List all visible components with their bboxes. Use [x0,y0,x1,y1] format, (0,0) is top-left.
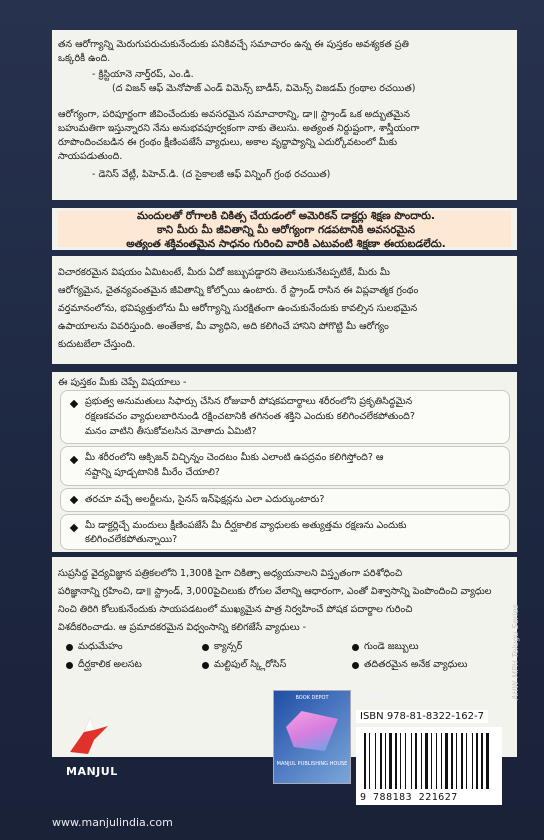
topic-line: మనం వాటిని తీసుకోవలసిన మోతాదు ఏమిటి? [85,426,257,437]
category-label: Health & Well-being [398,693,493,704]
barcode-stripe [413,733,414,789]
disease-item: గుండె జబ్బులు [364,641,419,652]
testimonial-line: రూపొందించబడిన ఈ గ్రంథం క్షీణింపజేసే వ్యాధులు, అకాల వృద్ధాప్యాన్ని ఎదుర్కోవటంలో మీకు [58,137,398,148]
research-line: విశదీకరించాడు. ఆ ప్రమాదకరమైన విధ్వంసాన్ని కలిగజేసే వ్యాధులు - [58,622,307,633]
topics-panel [52,372,517,552]
barcode-stripe [407,733,410,789]
price: ₹199 [356,691,387,704]
sticker-graphic-icon [286,711,338,751]
testimonial-source: (ద విజన్ ఆఫ్ మెనోపాజ్ ఎండ్ విమెన్స్ బాడీస్, విమెన్స్ విజడమ్ గ్రంథాల రచయిత) [112,83,416,94]
barcode-stripe [449,733,450,789]
bullet-icon [352,644,359,651]
testimonial-line: ఆరోగ్యంగా, పరిపూర్ణంగా జీవించేందుకు అవసరమైన సమాచారాన్ని, డా॥ స్ట్రాండ్ ఒక అద్భుతమైన [58,109,410,120]
barcode-stripe [429,733,430,789]
barcode-stripe [421,733,422,789]
bookshop-sticker [273,690,351,784]
bullet-icon [66,644,73,651]
testimonial-line: ఒక్కరికీ ఉంది. [58,53,111,64]
barcode-stripe [481,733,483,789]
barcode-stripe [418,733,420,789]
topic-item [60,390,510,444]
topic-item [60,446,510,486]
barcode-stripe [387,733,388,789]
isbn: ISBN 978-81-8322-162-7 [356,710,488,723]
disease-item: క్యాన్సర్ [214,641,243,652]
barcode-stripe [445,733,448,789]
barcode-stripe [383,733,384,789]
bullet-icon [202,662,209,669]
barcode-stripe [479,733,480,789]
barcode-stripe [367,733,368,789]
publisher-name: MANJUL [66,765,118,778]
bullet-icon [70,524,78,532]
barcode-stripe [461,733,463,789]
barcode-stripe [490,733,491,789]
bullet-icon [66,662,73,669]
topic-line: నష్టాన్ని పూడ్చటానికి మీరేం చేయాలి? [85,467,220,478]
topic-line: రక్షణకవచం వ్యాధులబారినుండి రక్షించటానికి తగినంత శక్తిని ఎందుకు కలిగించలేకపోతుంది? [85,411,415,422]
barcode-bars [364,733,494,789]
barcode-stripe [436,733,437,789]
barcode-stripe [472,733,473,789]
disease-item: మధుమేహం [78,641,123,652]
bullet-icon [202,644,209,651]
research-line: నించి తిరిగి కోలుకునేందుకు సాయపడటంలో ముఖ్యమైన పాత్ర నిర్వహించే పోషక పదార్థాల గురించి [58,604,413,615]
bullet-icon [70,496,78,504]
testimonial-panel [52,30,517,200]
summary-panel [52,256,517,364]
barcode-stripe [393,733,394,789]
topics-intro: ఈ పుస్తకం మీకు చెప్పే విషయాలు - [58,377,187,388]
barcode-stripe [454,733,455,789]
topic-item [60,488,510,512]
topic-item [60,514,510,550]
research-line: పరిజ్ఞానాన్ని గ్రహించి, డా॥ స్ట్రాండ్, 3,000పైచిలుకు రోగుల వేలాన్ని ఆధారంగా, ఎంతో విశ్వాసాన్ని పెంపొందించి వ్యాధుల [58,586,492,597]
barcode-stripe [438,733,440,789]
topic-line: మీ డాక్టర్లిచ్చే మందులు క్షీణింపజేసే మీ దీర్ఘకాలిక వ్యాధులకు అత్యుత్తమ రక్షణను ఎందుకు [85,520,407,531]
barcode-stripe [375,733,376,789]
barcode-stripe [400,733,401,789]
barcode-stripe [441,733,442,789]
barcode-stripe [405,733,406,789]
barcode-stripe [423,733,424,789]
barcode-stripe [474,733,475,789]
summary-line: విచారకరమైన విషయం ఏమిటంటే, మీరు ఏదో జబ్బుపడ్డారని తెలుసుకునేటప్పటికే, మీరు మీ [58,267,390,278]
testimonial-line: తన ఆరోగ్యాన్ని మెరుగుపరుచుకునేందుకు పనికివచ్చే సమాచారం ఉన్న ఈ పుస్తకం అవశ్యకత ప్రతి [58,39,409,50]
barcode-stripe [411,733,412,789]
sticker-text: BOOK DEPOT [295,695,329,701]
barcode-stripe [398,733,399,789]
topic-line: ప్రభుత్వ అనుమతులు సిఫార్సు చేసిన రోజువారీ పోషకపదార్థాలు శరీరంలోని ప్రకృతిసిద్ధమైన [85,396,413,407]
barcode-stripe [389,733,392,789]
barcode-stripe [476,733,478,789]
barcode-stripe [431,733,432,789]
barcode-stripe [364,733,366,789]
testimonial-line: బహుమతిగా ఇస్తున్నారని నేను అనుభవపూర్వకంగా నాకు తెలుసు. అత్యంత నిర్దుష్టంగా, శాస్త్రీయంగా [58,123,420,134]
barcode-stripe [415,733,417,789]
barcode-stripe [371,733,374,789]
disease-item: మల్టిపుల్ స్క్లిరోసిస్ [214,659,287,670]
testimonial-line: సాయపడుతుంది. [58,151,123,162]
summary-line: ఆరోగ్యమైన, చైతన్యవంతమైన జీవితాన్ని కోల్పోయి ఉంటారు. రే స్ట్రాండ్ రాసిన ఈ విప్లవాత్మక గ్రంథం [58,285,419,296]
barcode-stripe [464,733,465,789]
barcode-stripe [451,733,453,789]
highlight-line: అత్యంత శక్తివంతమైన సాధనం గురించి వారికి ఎటువంటి శిక్షణా ఈయబడలేదు. [126,238,446,250]
topic-line: మీ శరీరంలోని ఆక్సిజన్ విచ్ఛిన్నం చెందటం మీకు ఎలాంటి ఉపద్రవం కలిగిస్తోంది? ఆ [85,452,384,463]
barcode-stripe [385,733,386,789]
barcode-stripe [486,733,489,789]
bullet-icon [70,456,78,464]
barcode-stripe [468,733,471,789]
barcode [356,727,502,805]
summary-line: కుదుటబేలా చేస్తుంది. [58,339,136,350]
barcode-stripe [456,733,457,789]
barcode-number: 9 788183 221627 [360,792,458,803]
barcode-stripe [484,733,485,789]
publisher-logo-icon [64,712,112,760]
barcode-stripe [433,733,435,789]
publisher-url: www.manjulindia.com [52,816,173,829]
barcode-stripe [443,733,444,789]
barcode-stripe [369,733,370,789]
barcode-stripe [380,733,382,789]
barcode-stripe [395,733,397,789]
topic-line: తరచూ వచ్చే అలర్జీలను, సైనస్ ఇన్‌ఫెక్షన్లను ఎలా ఎదుర్కుంటారు? [85,494,325,505]
highlight-line: కాని మీరు మీ జీవితాన్ని మీ ఆరోగ్యంగా గడపటానికి అవసరమైన [157,224,415,236]
sticker-text: MANJUL PUBLISHING HOUSE [276,761,348,767]
barcode-stripe [402,733,404,789]
testimonial-author: - డెనిస్ వేట్లీ, పిహెచ్.డి. (ద సైకాలజీ ఆఫ్ విన్నింగ్ గ్రంథ రచయిత) [92,169,331,180]
summary-line: ఉపాయాలను వివరిస్తుంది. అంతేకాక, మీ వ్యాధిని, అది కలిగించే హానిని పోగొట్టి మీ ఆరోగ్యం [58,321,389,332]
topic-line: కలిగించలేకపోతున్నాయి? [85,534,178,545]
research-line: సుప్రసిద్ధ వైద్యవిజ్ఞాన పత్రికలలోని 1,300కి పైగా చికిత్సా అధ్యయనాలని విస్తృతంగా పరిశోధించి [58,568,403,579]
bullet-icon [352,662,359,669]
barcode-stripe [377,733,379,789]
side-series-label: AHW MPH Telugu Series [511,604,520,700]
barcode-stripe [466,733,467,789]
bullet-icon [70,400,78,408]
highlight-line: మందులతో రోగాలకి చికిత్స చేయడంలో అమెరికన్ డాక్టర్లు శిక్షణ పొందారు. [136,210,436,222]
barcode-stripe [458,733,460,789]
summary-line: వర్తమానంలోను, భవిష్యత్తులోను మీ ఆరోగ్యాన్ని సురక్షితంగా ఉంచుకునేందుకు కావల్సిన సులభమైన [58,303,418,314]
testimonial-author: - క్రిస్టియానె నార్త్‌రప్, ఎం.డి. [92,69,194,80]
disease-item: దీర్ఘకాలిక అలసట [78,659,142,670]
disease-item: తదితరమైన అనేక వ్యాధులు [364,659,468,670]
barcode-stripe [425,733,428,789]
